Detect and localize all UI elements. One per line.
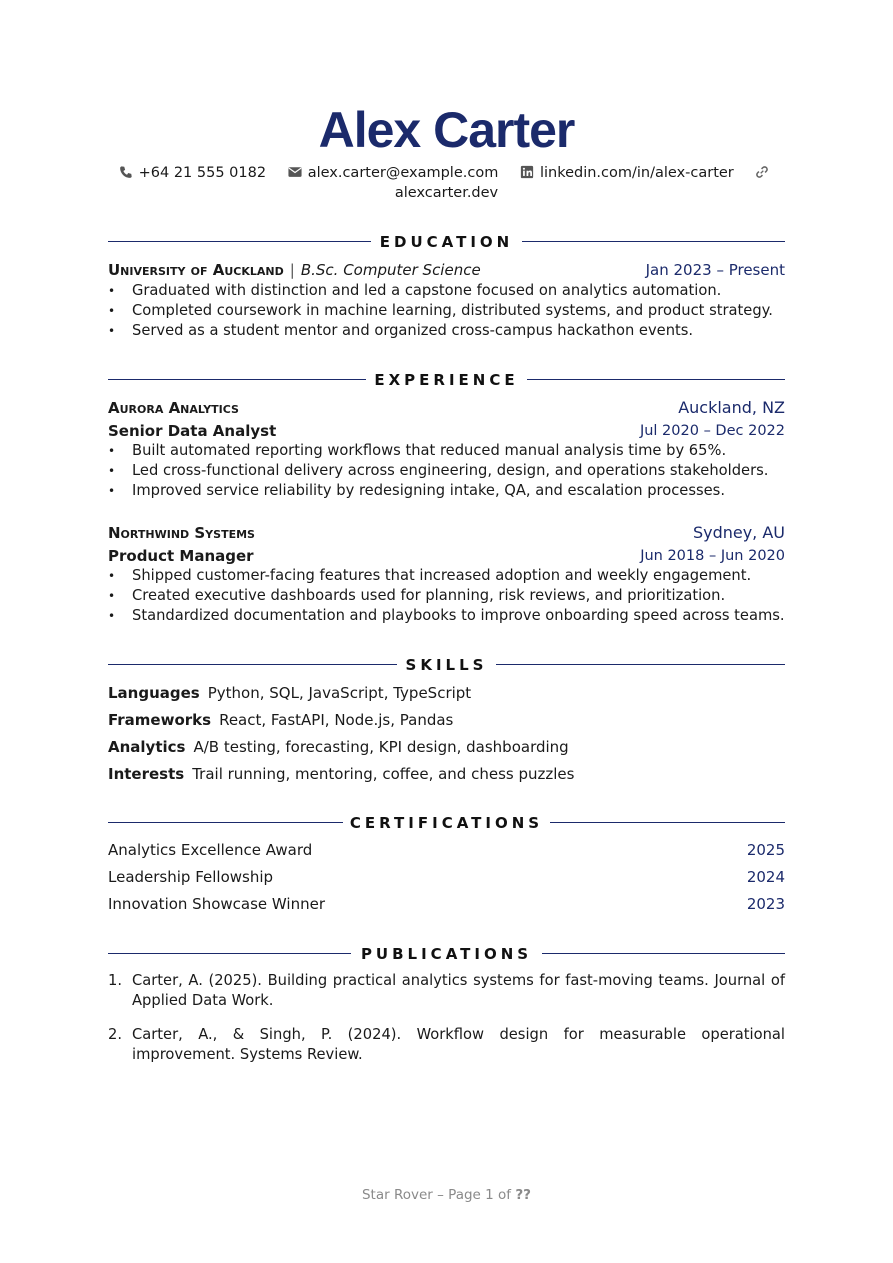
- job-header: [108, 523, 785, 543]
- mail-icon: [287, 165, 303, 179]
- footer-text: Star Rover – Page 1 of: [361, 1187, 516, 1203]
- publication-number: 2.: [108, 1026, 123, 1043]
- job-bullets: [108, 441, 785, 501]
- certification-name: Leadership Fellowship: [108, 868, 274, 886]
- candidate-name: Alex Carter: [318, 102, 575, 158]
- skill-row: [108, 737, 569, 757]
- skill-row: [108, 710, 453, 730]
- list-item: • Created executive dashboards used for planning, risk reviews, and prioritization.: [108, 586, 785, 606]
- list-item: • Standardized documentation and playbooks to improve onboarding speed across teams.: [108, 606, 785, 626]
- section-skills-heading: [108, 655, 785, 675]
- education-entry: [108, 260, 785, 280]
- section-title: PUBLICATIONS: [360, 945, 533, 963]
- publication-list: [108, 971, 785, 1079]
- contact-linkedin[interactable]: [519, 163, 734, 183]
- list-item: • Completed coursework in machine learning, distributed systems, and product strategy.: [108, 301, 785, 321]
- job-role-row: [108, 546, 785, 566]
- publication-item: [108, 971, 785, 1011]
- certification-name: Analytics Excellence Award: [108, 841, 313, 859]
- education-dates: Jan 2023 – Present: [645, 261, 785, 279]
- rule-right: [496, 664, 785, 665]
- job-bullets: [108, 566, 785, 626]
- company-name: Northwind Systems: [108, 524, 255, 542]
- certification-year: 2023: [746, 895, 785, 913]
- phone-text: +64 21 555 0182: [138, 165, 267, 181]
- skill-key: Frameworks: [108, 711, 212, 729]
- list-item: • Graduated with distinction and led a capstone focused on analytics automation.: [108, 281, 785, 301]
- rule-right: [542, 953, 785, 954]
- phone-icon: [118, 165, 134, 179]
- job-role: Senior Data Analyst: [108, 422, 277, 440]
- section-title: EXPERIENCE: [374, 371, 519, 389]
- contact-email[interactable]: [287, 163, 499, 183]
- certification-year: 2024: [746, 868, 785, 886]
- education-bullets: [108, 281, 785, 341]
- company-name: Aurora Analytics: [108, 399, 239, 417]
- certification-name: Innovation Showcase Winner: [108, 895, 325, 913]
- list-item: • Built automated reporting workflows that reduced manual analysis time by 65%.: [108, 441, 785, 461]
- skill-row: [108, 764, 574, 784]
- job-role-row: [108, 421, 785, 441]
- skill-row: [108, 683, 471, 703]
- skill-key: Languages: [108, 684, 200, 702]
- section-education-heading: [108, 232, 785, 252]
- rule-right: [522, 241, 785, 242]
- section-title: CERTIFICATIONS: [349, 814, 544, 832]
- linkedin-text: linkedin.com/in/alex-carter: [539, 165, 734, 181]
- list-item: • Led cross-functional delivery across engineering, design, and operations stakeholders.: [108, 461, 785, 481]
- footer-page-total: ??: [515, 1187, 532, 1203]
- certification-row: [108, 867, 785, 887]
- skill-value: Trail running, mentoring, coffee, and chess puzzles: [192, 765, 575, 783]
- contact-website[interactable]: alexcarter.dev: [394, 185, 499, 201]
- email-text: alex.carter@example.com: [307, 165, 499, 181]
- publication-text: Carter, A. (2025). Building practical analytics systems for fast-moving teams. Journal of Applied Data Work.: [132, 972, 785, 1009]
- list-item: • Shipped customer-facing features that increased adoption and weekly engagement.: [108, 566, 785, 586]
- job-dates: Jun 2018 – Jun 2020: [640, 548, 785, 564]
- page-footer: [0, 1185, 893, 1205]
- section-publications-heading: [108, 944, 785, 964]
- skill-key: Interests: [108, 765, 185, 783]
- linkedin-icon: [519, 165, 535, 179]
- list-item: • Improved service reliability by redesigning intake, QA, and escalation processes.: [108, 481, 785, 501]
- section-experience-heading: [108, 370, 785, 390]
- list-item: • Served as a student mentor and organized cross-campus hackathon events.: [108, 321, 785, 341]
- contact-phone[interactable]: [118, 163, 266, 183]
- publication-text: Carter, A., & Singh, P. (2024). Workflow design for measurable operational improvement. Systems Review.: [132, 1026, 785, 1063]
- job-location: Sydney, AU: [692, 523, 785, 542]
- job-location: Auckland, NZ: [678, 398, 785, 417]
- school-name: University of Auckland: [108, 261, 284, 279]
- link-icon: [754, 165, 770, 179]
- divider: |: [289, 261, 295, 279]
- degree: B.Sc. Computer Science: [300, 261, 481, 279]
- section-title: EDUCATION: [379, 233, 514, 251]
- rule-right: [527, 379, 785, 380]
- skill-value: Python, SQL, JavaScript, TypeScript: [207, 684, 472, 702]
- publication-number: 1.: [108, 972, 123, 989]
- job-header: [108, 398, 785, 418]
- certification-year: 2025: [746, 841, 785, 859]
- section-title: SKILLS: [405, 656, 488, 674]
- contact-link-icon-wrap: [754, 163, 775, 183]
- skill-value: React, FastAPI, Node.js, Pandas: [219, 711, 454, 729]
- publication-item: [108, 1025, 785, 1065]
- certification-row: [108, 894, 785, 914]
- contact-bar: [98, 163, 795, 203]
- rule-right: [550, 822, 785, 823]
- certification-row: [108, 840, 785, 860]
- job-role: Product Manager: [108, 547, 254, 565]
- section-certifications-heading: [108, 813, 785, 833]
- skill-key: Analytics: [108, 738, 186, 756]
- skill-value: A/B testing, forecasting, KPI design, dashboarding: [193, 738, 569, 756]
- job-dates: Jul 2020 – Dec 2022: [639, 423, 785, 439]
